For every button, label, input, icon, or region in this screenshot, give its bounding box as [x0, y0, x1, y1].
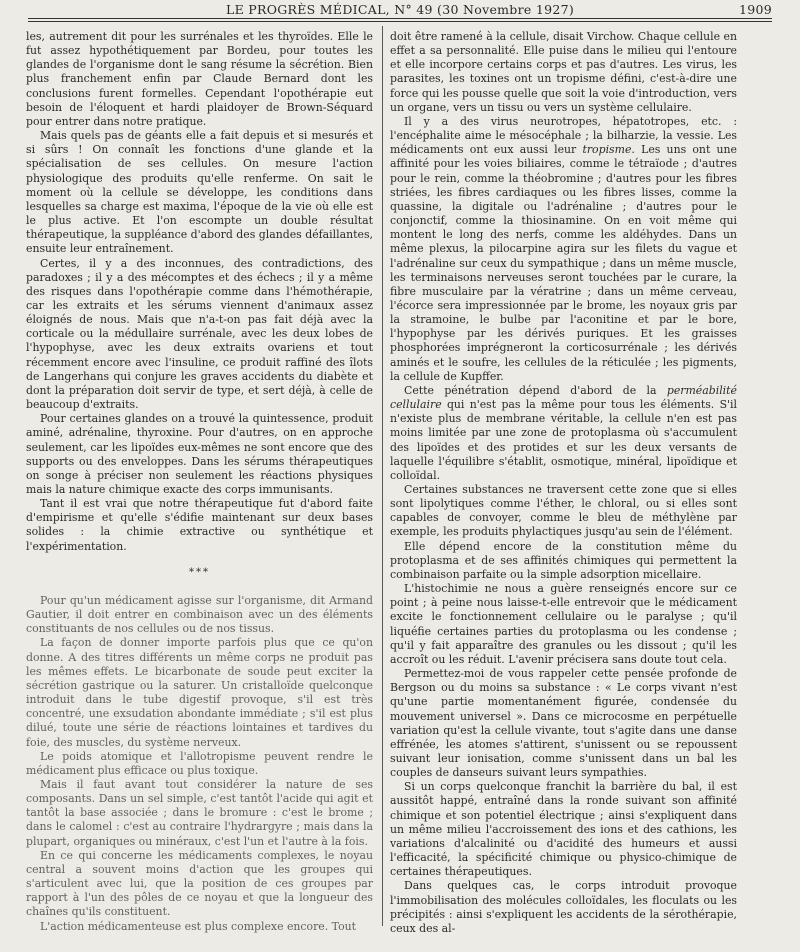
paragraph: Certaines substances ne traversent cette zone que si elles sont lipolytiques comme l'éther, le chloral, ou si elles sont capables de convoyer, comme le bleu de méthylène par exemple, les produits phylactiques jusqu'au sein de l'élément.: [390, 483, 737, 539]
text-run: . Les uns ont une affinité pour les voies biliaires, comme le tétraïode ; d'autres pour le rein, comme la théobromine ; d'autres pour les fibres striées, les fibres cardiaques ou les fibres lisses, comme la quassine, la digitale ou l'adrénaline ; d'autres pour le conjonctif, comme la thiosinamine. On en voit même qui montent le long des nerfs, comme les aldéhydes. Dans un même plexus, la pilocarpine agira sur les filets du vague et l'adrénaline sur ceux du sympathique ; dans un même muscle, les terminaisons nerveuses seront touchées par le curare, la fibre musculaire par la vératrine ; dans un même cerveau, l'écorce sera impressionnée par le brome, les noyaux gris par la stramoine, le bulbe par l'aconitine et par le bore, l'hypophyse par les dérivés puriques. Et les graisses phosphorées imprégneront la corticosurrénale ; les dérivés aminés et le soufre, les cellules de la réticulée ; les pigments, la cellule de Kupffer.: [390, 143, 737, 383]
paragraph: Si un corps quelconque franchit la barrière du bal, il est aussitôt happé, entraîné dans la ronde suivant son affinité chimique et son potentiel électrique ; ainsi s'expliquent dans un même milieu l'accroissement des ions et des cathions, les variations d'alcalinité ou d'acidité des humeurs et aussi l'efficacité, la spécificité chimique ou physico-chimique de certaines thérapeutiques.: [390, 780, 737, 879]
header-rule: [28, 18, 772, 19]
text-run: qui n'est pas la même pour tous les éléments. S'il n'existe plus de membrane véritable, la cellule n'en est pas moins limitée par une zone de protoplasma où s'accumulent des lipoïdes et des protides et sur les deux versants de laquelle l'équilibre s'établit, osmotique, minéral, lipoïdique et colloïdal.: [390, 398, 737, 482]
paragraph: Mais quels pas de géants elle a fait depuis et si mesurés et si sûrs ! On connaît les fonctions d'une glande et la spécialisation de ses cellules. On mesure l'action physiologique des produits qu'elle renferme. On sait le moment où la cellule se développe, les conditions dans lesquelles sa charge est maxima, l'époque de la vie où elle est le plus active. Et l'on escompte un double résultat thérapeutique, la suppléance d'abord des glandes défaillantes, ensuite leur entraînement.: [26, 129, 373, 256]
paragraph: Pour qu'un médicament agisse sur l'organisme, dit Armand Gautier, il doit entrer en combinaison avec un des éléments constituants de nos cellules ou de nos tissus.: [26, 593, 373, 636]
paragraph: Elle dépend encore de la constitution même du protoplasma et de ses affinités chimiques qui permettent la combinaison parfaite ou la simple adsorption micellaire.: [390, 539, 737, 581]
paragraph: Permettez-moi de vous rappeler cette pensée profonde de Bergson ou du moins sa substance : « Le corps vivant n'est qu'une partie momentanément figurée, condensée du mouvement universel ». Dans ce microcosme en perpétuelle variation qu'est la cellule vivante, tout s'agite dans une danse effrénée, les atomes s'attirent, s'unissent ou se repoussent suivant leur ionisation, comme s'unissent dans un bal les couples de danseurs suivant leurs sympathies.: [390, 667, 737, 780]
paragraph: Pour certaines glandes on a trouvé la quintessence, produit aminé, adrénaline, thyroxine. Pour d'autres, on en approche seulement, car les lipoïdes eux-mêmes ne sont encore que des supports ou des enveloppes. Dans les sérums thérapeutiques on songe à préciser non seulement les réactions physiques mais la nature chimique exacte des corps immunisants.: [26, 412, 373, 496]
paragraph: En ce qui concerne les médicaments complexes, le noyau central a souvent moins d'action que les groupes qui s'articulent avec lui, que la position de ces groupes par rapport à l'un des pôles de ce noyau et que la longueur des chaînes qu'ils constituent.: [26, 848, 373, 919]
column-divider: [382, 26, 383, 926]
page-number: 1909: [738, 2, 772, 17]
paragraph: [390, 384, 737, 483]
right-column: [390, 30, 737, 936]
text-run: Cette pénétration dépend d'abord de la: [404, 383, 667, 397]
paragraph: Dans quelques cas, le corps introduit provoque l'immobilisation des molécules colloïdales, les floculats ou les précipités : ainsi s'expliquent les accidents de la sérothérapie, ceux des al-: [390, 879, 737, 935]
emphasis: perméabilité cellulaire: [390, 383, 737, 412]
paragraph: La façon de donner importe parfois plus que ce qu'on donne. A des titres différents un même corps ne produit pas les mêmes effets. Le bicarbonate de soude peut exciter la sécrétion gastrique ou la saturer. Un cristalloïde quelconque introduit dans le tube digestif provoque, s'il est très concentré, une exsudation abondante immédiate ; s'il est plus dilué, toute une série de réactions lointaines et tardives du foie, des muscles, du système nerveux.: [26, 636, 373, 749]
paragraph: Certes, il y a des inconnues, des contradictions, des paradoxes ; il y a des mécomptes et des échecs ; il y a même des risques dans l'opothérapie comme dans l'hémothérapie, car les extraits et les sérums viennent d'animaux assez éloignés de nous. Mais que n'a-t-on pas fait déjà avec la corticale ou la médullaire surrénale, avec les deux lobes de l'hypophyse, avec les deux extraits ovariens et tout récemment encore avec l'insuline, ce produit raffiné des îlots de Langerhans qui conjure les graves accidents du diabète et dont la préparation doit servir de type, et sert déjà, à celle de beaucoup d'extraits.: [26, 256, 373, 412]
paragraph: L'action médicamenteuse est plus complexe encore. Tout: [40, 919, 357, 933]
paragraph: L'histochimie ne nous a guère renseignés encore sur ce point ; à peine nous laisse-t-elle entrevoir que le médicament excite le fonctionnement cellulaire ou le paralyse ; qu'il liquéfie certaines parties du protoplasma ou les condense ; qu'il y fait apparaître des granules ou les dissout ; qu'il les accroît ou les réduit. L'avenir précisera sans doute tout cela.: [390, 582, 737, 666]
header-rule-second: [28, 21, 772, 22]
paragraph: [390, 115, 737, 384]
paragraph: Mais il faut avant tout considérer la nature de ses composants. Dans un sel simple, c'est tantôt l'acide qui agit et tantôt la base associée ; dans le bromure : c'est le brome ; dans le calomel : c'est au contraire l'hydrargyre ; mais dans la plupart, organiques ou minéraux, c'est l'un et l'autre à la fois.: [26, 777, 373, 848]
paragraph: Le poids atomique et l'allotropisme peuvent rendre le médicament plus efficace ou plus toxique.: [26, 749, 373, 777]
paragraph: Tant il est vrai que notre thérapeutique fut d'abord faite d'empirisme et qu'elle s'édifie maintenant sur deux bases solides : la chimie extractive ou synthétique et l'expérimentation.: [26, 497, 373, 553]
text-run: Il y a des virus neurotropes, hépatotropes, etc. : l'encéphalite aime le mésocéphale ; la bilharzie, la vessie. Les médicaments ont eux aussi leur: [390, 114, 737, 157]
section-separator: ***: [189, 566, 210, 578]
page-header: [28, 1, 772, 17]
faded-text-block: [26, 594, 373, 934]
left-column: [26, 30, 373, 934]
paragraph: les, autrement dit pour les surrénales et les thyroïdes. Elle le fut assez hypothétiquement par Bordeu, pour toutes les glandes de l'organisme dont le sang résume la sécrétion. Bien plus franchement enfin par Claude Bernard dont les conclusions furent formelles. Cependant l'opothérapie eut besoin de l'éloquent et hardi plaidoyer de Brown-Séquard pour entrer dans notre pratique.: [26, 30, 373, 128]
paragraph: doit être ramené à la cellule, disait Virchow. Chaque cellule en effet a sa personnalité. Elle puise dans le milieu qui l'entoure et elle incorpore certains corps et pas d'autres. Les virus, les parasites, les toxines ont un tropisme défini, c'est-à-dire une force qui les pousse quelle que soit la voie d'introduction, vers un organe, vers un tissu ou vers un système cellulaire.: [390, 30, 737, 114]
emphasis: tropisme: [582, 143, 632, 157]
running-title: LE PROGRÈS MÉDICAL, N° 49 (30 Novembre 1927): [225, 2, 575, 17]
